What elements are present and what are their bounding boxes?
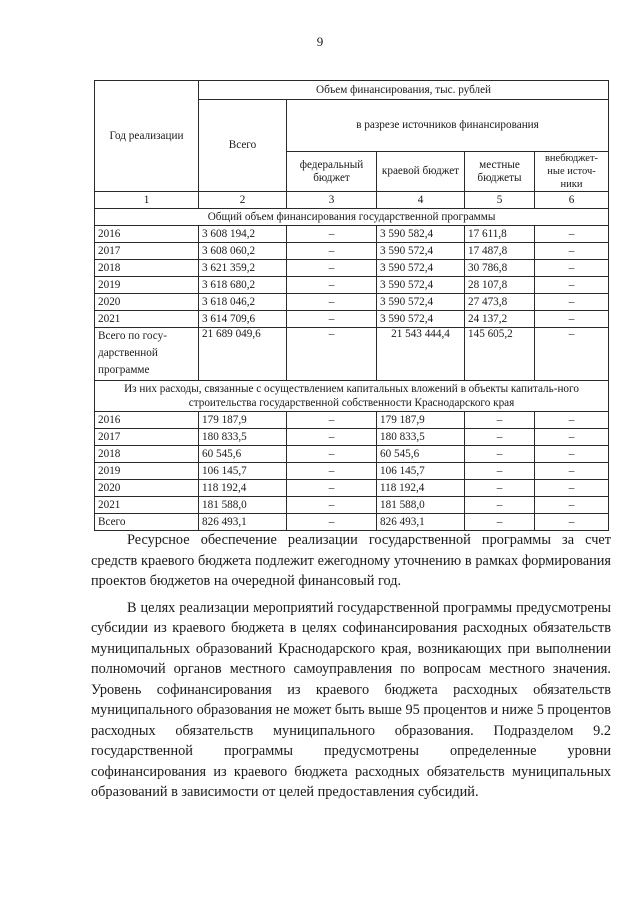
cell-local: – [465,412,535,429]
cell-total: 3 618 680,2 [199,277,287,294]
cell-federal: – [287,446,377,463]
cell-local: 17 487,8 [465,243,535,260]
cell-local: – [465,429,535,446]
page-number: 9 [316,34,324,49]
section2-rows [95,412,609,531]
cell-federal: – [287,243,377,260]
cell-regional: 180 833,5 [377,429,465,446]
header-year: Год реализации [95,81,199,192]
paragraph: Ресурсное обеспечение реализации государственной программы за счет средств краевого бюджета подлежит ежегодному уточнению в рамках формирования проектов бюджетов на очередной финансовый год. [91,532,611,589]
cell-federal: – [287,328,377,381]
cell-regional: 3 590 572,4 [377,294,465,311]
cell-local: 17 611,8 [465,226,535,243]
cell-total: 181 588,0 [199,497,287,514]
cell-extra: – [535,226,609,243]
table-row [95,260,609,277]
table-row [95,311,609,328]
cell-extra: – [535,429,609,446]
header-total: Всего [199,100,287,192]
paragraph: В целях реализации мероприятий государственной программы предусмотрены субсидии из краевого бюджета в целях софинансирования расходных обязательств муниципальных образований Краснодарского края, возникающих при выполнении полномочий органов местного самоуправления по вопросам местного значения. Уровень софинансирования из краевого бюджета расходных обязательств муниципального образования не может быть выше 95 процентов и ниже 5 процентов расходных обязательств муниципального образования. Подразделом 9.2 государственной программы предусмотрены определенные уровни софинансирования из краевого бюджета расходных обязательств муниципальных образований в зависимости от целей предоставления субсидий. [91,599,611,800]
table-row [95,277,609,294]
cell-extra: – [535,260,609,277]
table-row [95,429,609,446]
header-extra: внебюджет-ные источ-ники [535,152,609,192]
table-row [95,446,609,463]
cell-total: 106 145,7 [199,463,287,480]
section-title: Из них расходы, связанные с осуществлением капитальных вложений в объекты капиталь-ного строительства государственной собственности Краснодарского края [95,381,609,412]
table-row [95,514,609,531]
col-number: 2 [199,192,287,209]
cell-regional: 60 545,6 [377,446,465,463]
cell-regional: 118 192,4 [377,480,465,497]
cell-federal: – [287,226,377,243]
header-regional: краевой бюджет [377,152,465,192]
cell-regional: 21 543 444,4 [377,328,465,381]
cell-federal: – [287,480,377,497]
total-row-label: Всего по госу-дарственной программе [95,328,199,381]
cell-extra: – [535,497,609,514]
cell-regional: 106 145,7 [377,463,465,480]
cell-regional: 3 590 572,4 [377,311,465,328]
cell-total: 118 192,4 [199,480,287,497]
cell-total: 179 187,9 [199,412,287,429]
financing-table [94,80,609,531]
col-number: 1 [95,192,199,209]
cell-extra: – [535,514,609,531]
cell-year: 2017 [95,243,199,260]
col-number: 4 [377,192,465,209]
cell-federal: – [287,429,377,446]
cell-regional: 3 590 572,4 [377,277,465,294]
cell-local: 27 473,8 [465,294,535,311]
cell-extra: – [535,412,609,429]
cell-federal: – [287,497,377,514]
header-volume: Объем финансирования, тыс. рублей [199,81,609,100]
cell-year: 2017 [95,429,199,446]
cell-local: – [465,497,535,514]
table-row [95,463,609,480]
cell-local: – [465,463,535,480]
cell-year: 2019 [95,463,199,480]
header-local: местные бюджеты [465,152,535,192]
cell-local: – [465,480,535,497]
cell-total: 21 689 049,6 [199,328,287,381]
header-by-sources: в разрезе источников финансирования [287,100,609,152]
cell-total: 3 621 359,2 [199,260,287,277]
section-title: Общий объем финансирования государственной программы [95,209,609,226]
cell-regional: 3 590 572,4 [377,243,465,260]
cell-extra: – [535,243,609,260]
cell-federal: – [287,311,377,328]
table-row [95,294,609,311]
table-row [95,243,609,260]
cell-year: 2016 [95,412,199,429]
cell-extra: – [535,277,609,294]
cell-total: 3 608 194,2 [199,226,287,243]
cell-local: 28 107,8 [465,277,535,294]
cell-extra: – [535,328,609,381]
cell-year: 2021 [95,497,199,514]
table-row [95,497,609,514]
cell-regional: 826 493,1 [377,514,465,531]
cell-regional: 3 590 582,4 [377,226,465,243]
cell-total: 3 618 046,2 [199,294,287,311]
cell-regional: 181 588,0 [377,497,465,514]
cell-total: 3 614 709,6 [199,311,287,328]
col-number: 3 [287,192,377,209]
cell-regional: 3 590 572,4 [377,260,465,277]
cell-total: 826 493,1 [199,514,287,531]
cell-year: 2018 [95,260,199,277]
col-number: 5 [465,192,535,209]
cell-year: 2020 [95,480,199,497]
cell-federal: – [287,514,377,531]
cell-federal: – [287,412,377,429]
cell-total: 3 608 060,2 [199,243,287,260]
cell-local: 24 137,2 [465,311,535,328]
cell-local: – [465,514,535,531]
col-number: 6 [535,192,609,209]
table-row [95,412,609,429]
table-row [95,226,609,243]
header-federal: федеральный бюджет [287,152,377,192]
cell-extra: – [535,446,609,463]
cell-federal: – [287,463,377,480]
cell-year: Всего [95,514,199,531]
cell-extra: – [535,463,609,480]
cell-extra: – [535,294,609,311]
section1-rows [95,226,609,328]
cell-year: 2020 [95,294,199,311]
cell-local: 145 605,2 [465,328,535,381]
cell-regional: 179 187,9 [377,412,465,429]
table-row [95,480,609,497]
cell-extra: – [535,480,609,497]
cell-local: – [465,446,535,463]
cell-year: 2021 [95,311,199,328]
body-text [91,530,611,803]
cell-federal: – [287,277,377,294]
cell-total: 60 545,6 [199,446,287,463]
cell-extra: – [535,311,609,328]
cell-federal: – [287,260,377,277]
cell-total: 180 833,5 [199,429,287,446]
cell-federal: – [287,294,377,311]
cell-year: 2016 [95,226,199,243]
cell-year: 2018 [95,446,199,463]
cell-local: 30 786,8 [465,260,535,277]
cell-year: 2019 [95,277,199,294]
